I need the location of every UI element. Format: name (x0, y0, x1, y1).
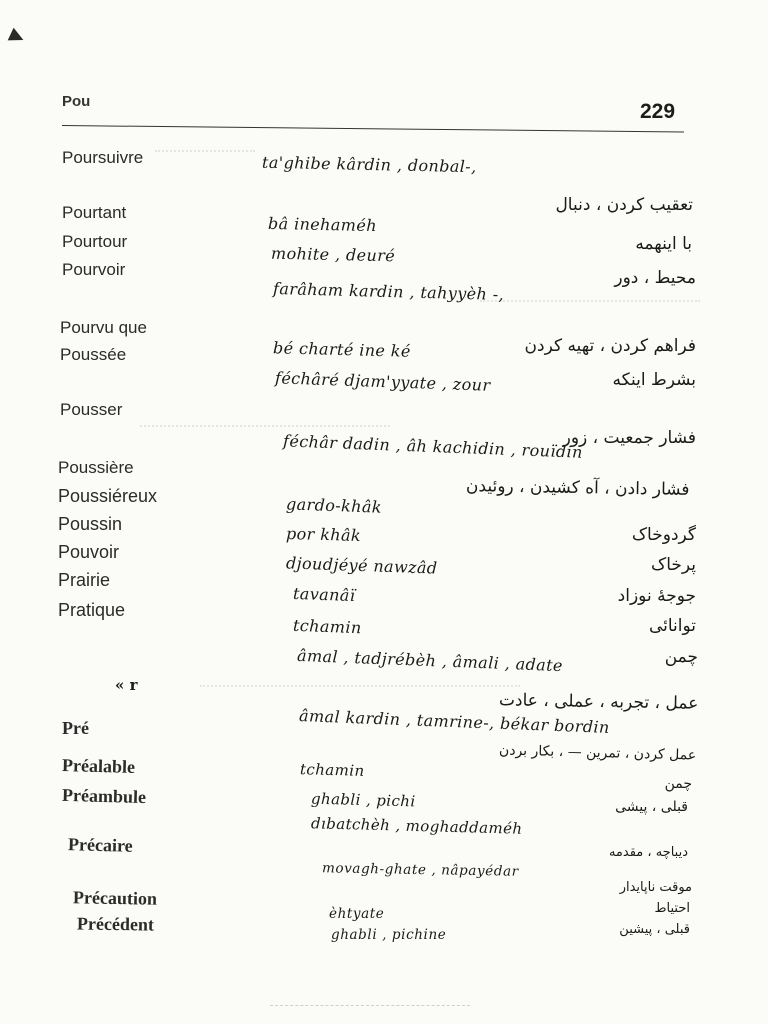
persian-translation: فشار جمعیت ، زور (562, 428, 696, 448)
transliteration: âmal , tadjrébèh , âmali , adate (296, 645, 564, 676)
transliteration: por khâk (285, 524, 362, 545)
transliteration: djoudjéyé nawzâd (285, 553, 438, 578)
persian-translation: عمل کردن ، تمرین — ، بکار بردن (498, 742, 697, 764)
bleed-through (155, 150, 255, 164)
headword: Prairie (58, 570, 111, 590)
page-number: 229 (640, 100, 676, 123)
bleed-through (480, 300, 700, 312)
transliteration: tchamin (299, 760, 365, 780)
headword: Pouvoir (58, 542, 120, 562)
transliteration: bé charté ine ké (272, 338, 412, 361)
headword: Préalable (61, 755, 136, 777)
headword: Poussin (58, 514, 123, 534)
persian-translation: فراهم کردن ، تهیه کردن (524, 336, 696, 356)
headword: Précaution (72, 887, 158, 909)
headword: Pourtour (62, 232, 128, 251)
persian-translation: جوجهٔ نوزاد (617, 586, 696, 606)
persian-translation: دیباچه ، مقدمه (608, 845, 688, 860)
persian-translation: چمن (664, 776, 692, 792)
headword: Pré (62, 718, 89, 738)
persian-translation: موقت ناپایدار (619, 880, 692, 895)
persian-translation: قبلی ، پیشین (619, 922, 690, 937)
transliteration: tchamin (292, 615, 362, 638)
transliteration: ta'ghibe kârdin , donbal-, (261, 152, 477, 177)
headword: Pourvoir (62, 260, 126, 279)
running-head: Pou (62, 93, 91, 110)
transliteration: féchâré djam'yyate , zour (274, 368, 491, 395)
header-rule (62, 125, 684, 133)
headword: Pousser (60, 400, 123, 419)
persian-translation: محیط ، دور (614, 268, 696, 288)
headword: Poussiéreux (58, 486, 158, 506)
transliteration: âmal kardin , tamrine-, békar bordin (298, 706, 611, 737)
headword: Pratique (58, 600, 126, 620)
transliteration: èhtyate (329, 906, 385, 922)
headword: Pourvu que (60, 318, 147, 337)
headword: Pourtant (62, 203, 127, 222)
persian-translation: گردوخاک (631, 525, 696, 545)
persian-translation: احتیاط (654, 901, 690, 916)
transliteration: gardo-khâk (285, 494, 383, 517)
persian-translation: پرخاک (650, 555, 696, 575)
persian-translation: عمل ، تجربه ، عملی ، عادت (498, 690, 699, 714)
headword: Poussière (58, 458, 134, 477)
persian-translation: فشار دادن ، آه کشیدن ، روئیدن (466, 476, 691, 500)
corner-arrow-icon (8, 28, 27, 47)
persian-translation: با اینهمه (635, 234, 692, 254)
persian-translation: چمن (664, 647, 698, 667)
persian-translation: تعقیب کردن ، دنبال (555, 195, 693, 215)
transliteration: ghabli , pichi (310, 789, 416, 811)
bleed-through (200, 685, 520, 697)
transliteration: farâham kardin , tahyyèh -, (272, 278, 505, 305)
bottom-dash-rule (270, 1005, 470, 1006)
headword: Préambule (61, 784, 147, 808)
headword: Poussée (60, 345, 127, 364)
transliteration: féchâr dadin , âh kachidin , rouïdin (282, 431, 584, 462)
headword: Précédent (76, 913, 155, 935)
transliteration: mohite , deuré (270, 243, 396, 266)
persian-translation: قبلی ، پیشی (615, 799, 688, 815)
transliteration: bâ inehaméh (267, 213, 378, 236)
transliteration: dıbatchèh , moghaddaméh (310, 814, 523, 838)
transliteration: tavanâï (292, 583, 356, 606)
persian-translation: بشرط اینکه (612, 370, 696, 390)
transliteration: movagh-ghate , nâpayédar (321, 860, 519, 880)
section-marker: « r (115, 676, 138, 694)
headword: Poursuivre (62, 148, 144, 167)
headword: Précaire (67, 834, 133, 856)
persian-translation: توانائی (648, 616, 696, 636)
transliteration: ghabli , pichine (331, 927, 447, 943)
